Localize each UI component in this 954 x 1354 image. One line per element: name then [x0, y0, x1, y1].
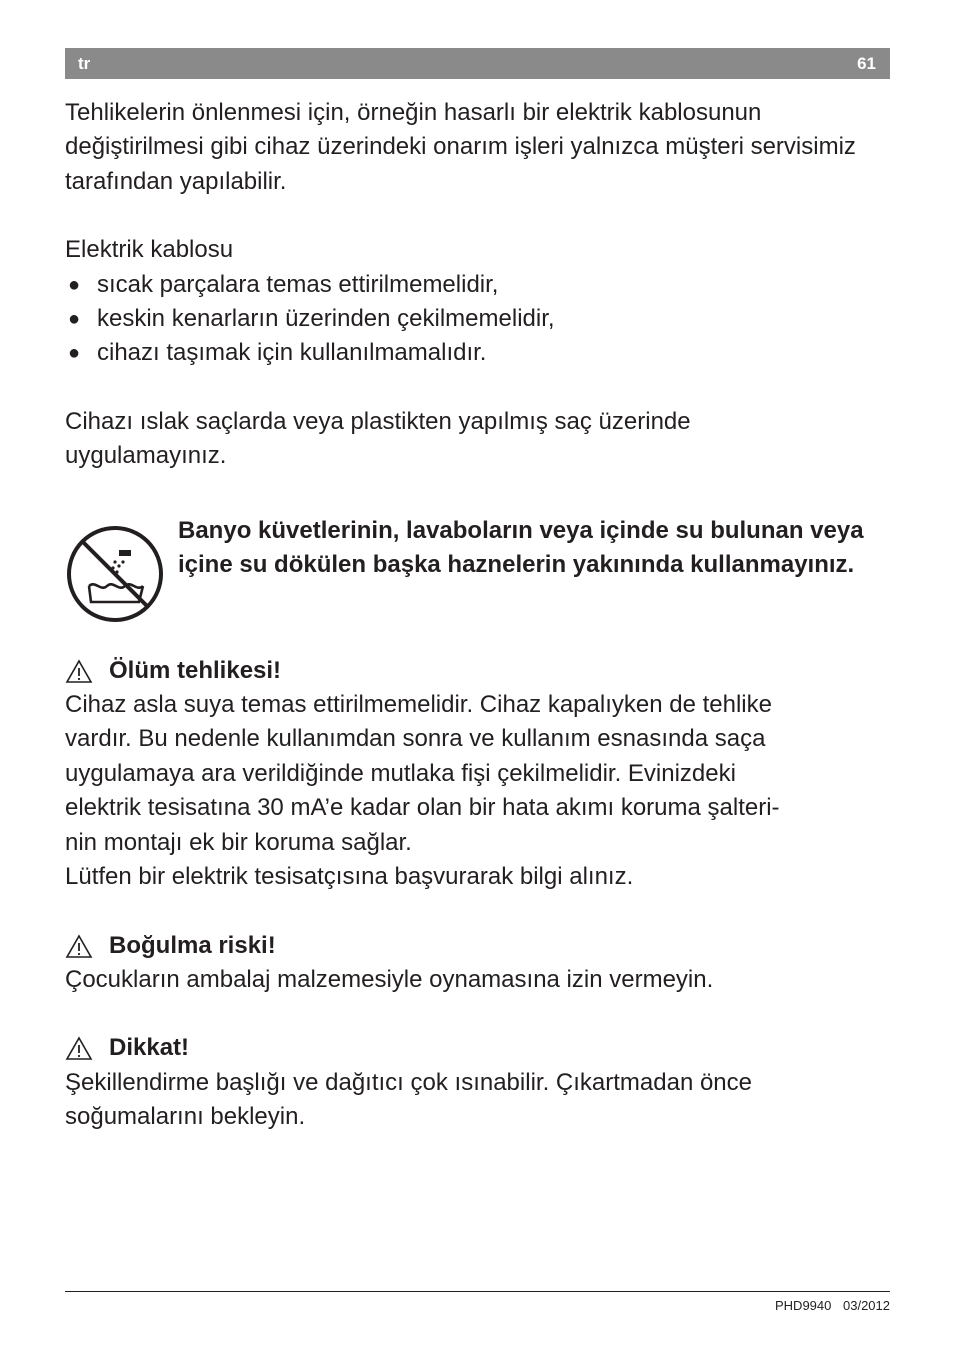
caution-title: Dikkat!: [65, 1031, 895, 1065]
bullet-icon: ●: [68, 342, 81, 365]
page-content: [65, 96, 895, 1135]
footer: [767, 1298, 890, 1313]
death-line-1: Cihaz asla suya temas ettirilmemelidir. Cihaz kapalıyken de tehlike: [65, 691, 772, 719]
cable-intro: Elektrik kablosu: [65, 236, 234, 264]
warning-triangle-icon: [65, 1036, 93, 1061]
header-bar: [65, 48, 890, 79]
choking-text: Çocukların ambalaj malzemesiyle oynamasına izin vermeyin.: [65, 965, 714, 993]
death-line-2: vardır. Bu nedenle kullanımdan sonra ve kullanım esnasında saça: [65, 725, 766, 753]
list-item: ● keskin kenarların üzerinden çekilmemelidir,: [65, 302, 895, 336]
list-item: ● sıcak parçalara temas ettirilmemelidir,: [65, 268, 895, 302]
list-item: ● cihazı taşımak için kullanılmamalıdır.: [65, 336, 895, 370]
death-line-5: nin montajı ek bir koruma sağlar.: [65, 828, 412, 856]
repair-paragraph: Tehlikelerin önlenmesi için, örneğin hasarlı bir elektrik kablosunun değiştirilmesi gibi cihaz üzerindeki onarım işleri yalnızca müşteri servisimiz tarafından yapılabilir.: [65, 99, 856, 195]
language-code: tr: [78, 54, 91, 73]
model-number: PHD9940: [775, 1298, 832, 1313]
bullet-icon: ●: [68, 273, 81, 296]
death-danger-title: Ölüm tehlikesi!: [65, 654, 895, 688]
caution-line-2: soğumalarını bekleyin.: [65, 1103, 306, 1131]
document-date: 03/2012: [843, 1298, 890, 1313]
bath-warning: [65, 514, 895, 634]
cable-list: [65, 268, 895, 371]
caution-line-1: Şekillendirme başlığı ve dağıtıcı çok ısınabilir. Çıkartmadan önce: [65, 1068, 752, 1096]
no-water-icon: [65, 524, 165, 624]
bath-warning-text: Banyo küvetlerinin, lavaboların veya içinde su bulunan veya içine su dökülen başka haznelerin yakınında kullanmayınız.: [178, 516, 864, 579]
bullet-icon: ●: [68, 308, 81, 331]
death-line-4: elektrik tesisatına 30 mA’e kadar olan bir hata akımı koruma şalteri-: [65, 794, 780, 822]
page-number: 61: [857, 54, 876, 73]
warning-triangle-icon: [65, 934, 93, 959]
choking-risk-title: Boğulma riski!: [65, 929, 895, 963]
footer-divider: [65, 1291, 890, 1292]
death-line-6: Lütfen bir elektrik tesisatçısına başvurarak bilgi alınız.: [65, 863, 634, 891]
warning-triangle-icon: [65, 659, 93, 684]
wet-hair-paragraph: Cihazı ıslak saçlarda veya plastikten yapılmış saç üzerinde uygulamayınız.: [65, 407, 691, 470]
death-line-3: uygulamaya ara verildiğinde mutlaka fişi çekilmelidir. Evinizdeki: [65, 759, 736, 787]
